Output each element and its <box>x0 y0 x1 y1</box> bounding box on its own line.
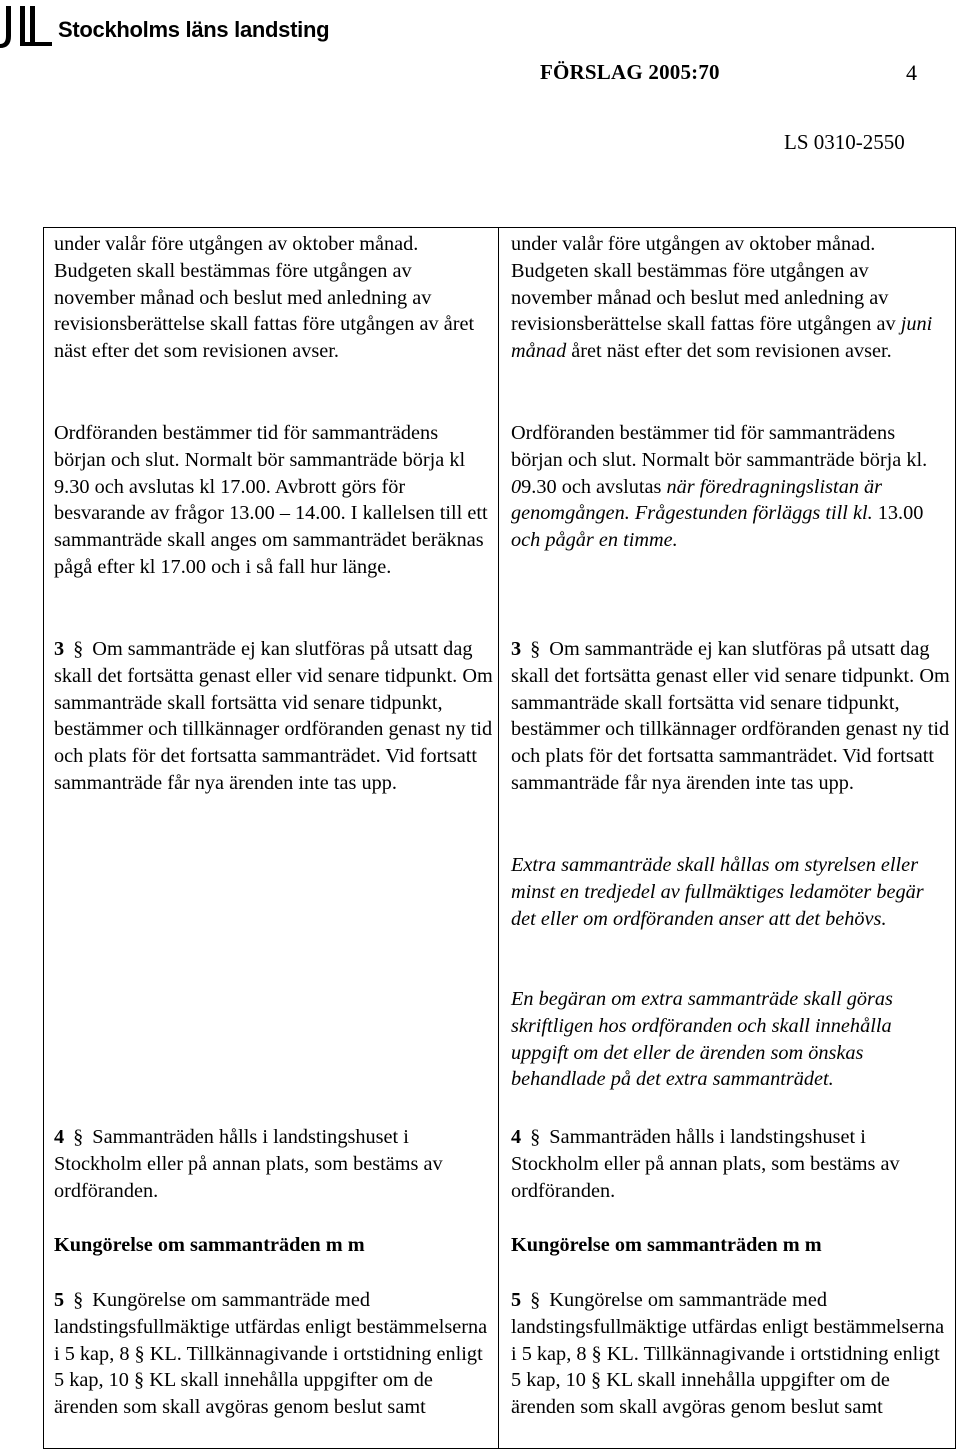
section-sign: § <box>73 1289 84 1311</box>
comparison-table <box>43 227 956 1449</box>
left-paragraph-2: Ordföranden bestämmer tid för sammanträdens början och slut. Normalt bör sammanträde börja kl 9.30 och avslutas kl 17.00. Avbrott görs för besvarande av frågor 13.00 – 14.00. I kallelsen till ett sammanträde skall anges om sammanträdet beräknas pågå efter kl 17.00 och i så fall hur länge. <box>54 422 488 578</box>
left-paragraph-1: under valår före utgången av oktober månad. Budgeten skall bestämmas före utgången av november månad och beslut med anledning av revisionsberättelse skall fattas före utgången av året näst efter det som revisionen avser. <box>54 233 475 363</box>
section-text: Sammanträden hålls i landstingshuset i Stockholm eller på annan plats, som bestäms av ordföranden. <box>54 1126 443 1202</box>
right-heading-kungorelse: Kungörelse om sammanträden m m <box>511 1234 822 1256</box>
proposal-title: FÖRSLAG 2005:70 <box>540 60 720 84</box>
section-sign: § <box>73 1126 84 1148</box>
org-name: Stockholms läns landsting <box>58 17 330 42</box>
section-number: 3 <box>54 638 65 660</box>
section-sign: § <box>530 1126 541 1148</box>
section-sign: § <box>73 638 84 660</box>
reference-number: LS 0310-2550 <box>784 130 905 154</box>
column-divider <box>498 227 499 1449</box>
sll-logo-icon <box>0 4 52 48</box>
section-text: Kungörelse om sammanträde med landstingsfullmäktige utfärdas enligt bestämmelserna i 5 kap, 8 § KL. Tillkännagivande i ortstidning enligt 5 kap, 10 § KL skall innehålla uppgifter om de ärenden som skall avgöras genom beslut samt <box>54 1289 488 1419</box>
page-number: 4 <box>906 60 917 85</box>
changed-text: juni månad <box>511 313 933 363</box>
left-section-4 <box>54 1124 494 1204</box>
header-logo <box>0 4 329 48</box>
right-extra-meeting-1: Extra sammanträde skall hållas om styrelsen eller minst en tredjedel av fullmäktiges ledamöter begär det eller om ordföranden anser att det behövs. <box>511 854 924 930</box>
changed-text: när föredragningslistan är genomgången. Frågestunden förläggs till kl. <box>511 475 883 525</box>
left-section-3 <box>54 636 494 797</box>
section-number: 5 <box>511 1289 522 1311</box>
section-number: 4 <box>54 1126 65 1148</box>
section-text: Om sammanträde ej kan slutföras på utsatt dag skall det fortsätta genast eller vid senare tidpunkt. Om sammanträde skall fortsätta vid senare tidpunkt, bestämmer och tillkännager ordföranden genast ny tid och plats för det fortsatta sammanträdet. Vid fortsatt sammanträde får nya ärenden inte tas upp. <box>54 638 493 794</box>
right-section-3 <box>511 636 951 797</box>
section-number: 4 <box>511 1126 522 1148</box>
left-heading-kungorelse: Kungörelse om sammanträden m m <box>54 1234 365 1256</box>
section-number: 5 <box>54 1289 65 1311</box>
left-section-5 <box>54 1287 494 1421</box>
changed-text: 0 <box>511 475 522 498</box>
section-number: 3 <box>511 638 522 660</box>
right-paragraph-1: under valår före utgången av oktober månad. Budgeten skall bestämmas före utgången av november månad och beslut med anledning av revisionsberättelse skall fattas före utgången av juni månad året näst efter det som revisionen avser. <box>511 233 933 363</box>
right-section-5 <box>511 1287 951 1421</box>
right-extra-meeting-2: En begäran om extra sammanträde skall göras skriftligen hos ordföranden och skall innehålla uppgift om det eller de ärenden som önskas behandlade på det extra sammanträdet. <box>511 988 893 1091</box>
section-sign: § <box>530 638 541 660</box>
changed-text: och pågår en timme. <box>511 529 678 552</box>
right-paragraph-2: Ordföranden bestämmer tid för sammanträdens början och slut. Normalt bör sammanträde börja kl. 09.30 och avslutas när föredragningslistan är genomgången. Frågestunden förläggs till kl. 13.00 och pågår en timme. <box>511 422 928 552</box>
section-text: Kungörelse om sammanträde med landstingsfullmäktige utfärdas enligt bestämmelserna i 5 kap, 8 § KL. Tillkännagivande i ortstidning enligt 5 kap, 10 § KL skall innehålla uppgifter om de ärenden som skall avgöras genom beslut samt <box>511 1289 945 1419</box>
section-text: Om sammanträde ej kan slutföras på utsatt dag skall det fortsätta genast eller vid senare tidpunkt. Om sammanträde skall fortsätta vid senare tidpunkt, bestämmer och tillkännager ordföranden genast ny tid och plats för det fortsatta sammanträdet. Vid fortsatt sammanträde får nya ärenden inte tas upp. <box>511 638 950 794</box>
section-text: Sammanträden hålls i landstingshuset i Stockholm eller på annan plats, som bestäms av ordföranden. <box>511 1126 900 1202</box>
right-section-4 <box>511 1124 951 1204</box>
section-sign: § <box>530 1289 541 1311</box>
